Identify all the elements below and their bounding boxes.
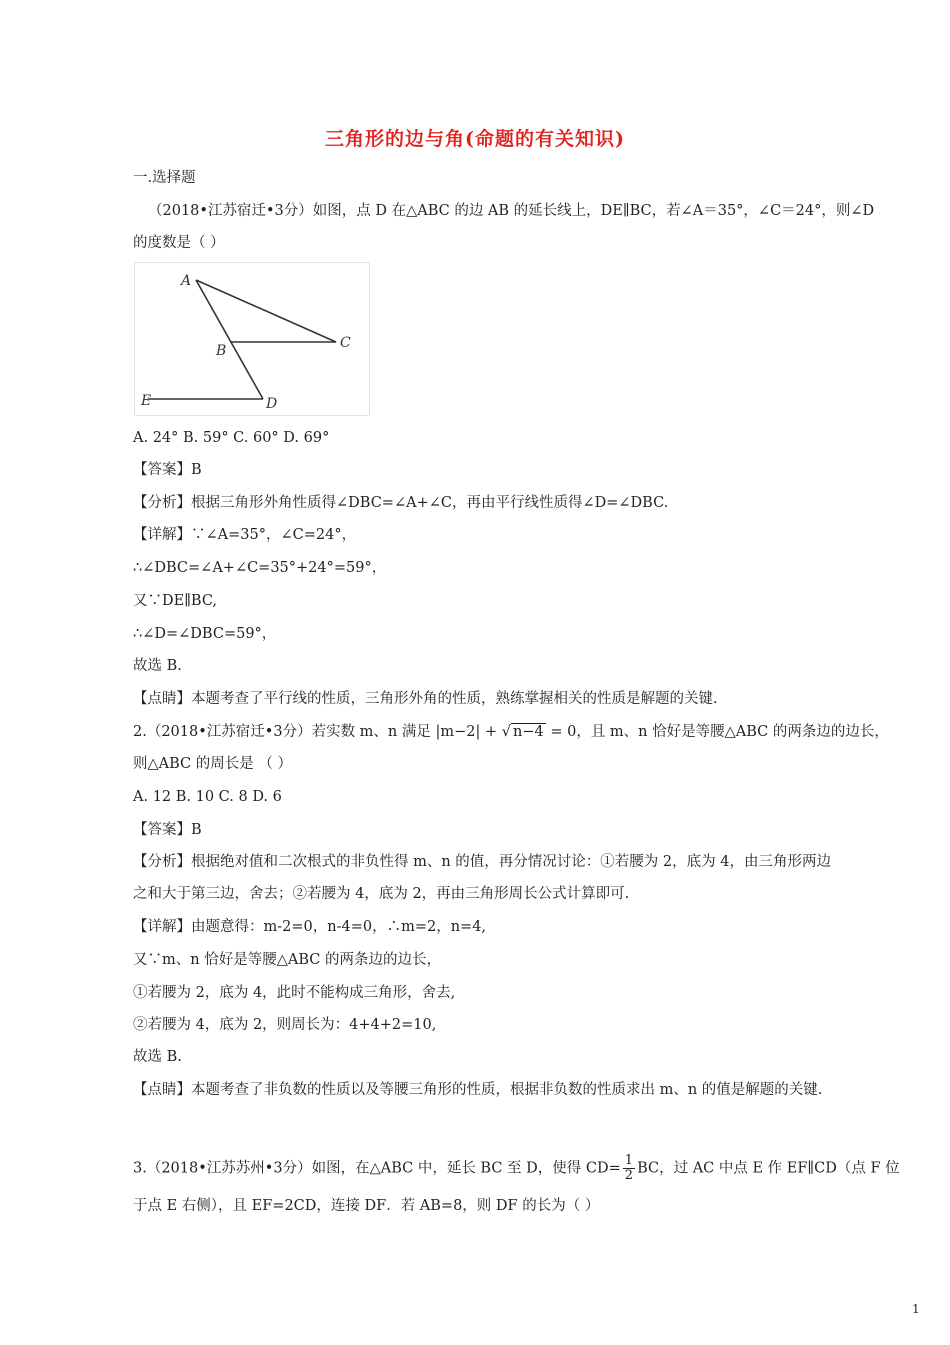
q2-stem-line1 bbox=[133, 722, 889, 742]
q3-stem-post: BC，过 AC 中点 E 作 EF∥CD（点 F 位 bbox=[637, 1160, 900, 1177]
q2-detail-5: 故选 B. bbox=[133, 1049, 182, 1065]
q3-stem-pre: 3.（2018•江苏苏州•3分）如图，在△ABC 中，延长 BC 至 D，使得 CD= bbox=[133, 1160, 621, 1177]
q1-answer: 【答案】B bbox=[133, 462, 202, 478]
q2-analysis-line1: 【分析】根据绝对值和二次根式的非负性得 m、n 的值，再分情况讨论：①若腰为 2，底为 4，由三角形两边 bbox=[133, 854, 831, 870]
label-e: E bbox=[141, 393, 152, 409]
q2-stem-post: ，且 m、n 恰好是等腰△ABC 的两条边的边长， bbox=[576, 724, 889, 740]
page-title: 三角形的边与角(命题的有关知识) bbox=[325, 128, 625, 150]
q3-fraction bbox=[623, 1154, 635, 1183]
q1-stem-line1: （2018•江苏宿迁•3分）如图，点 D 在△ABC 的边 AB 的延长线上，DE∥BC，若∠A＝35°，∠C＝24°，则∠D bbox=[148, 203, 875, 219]
q1-detail-3: 又∵DE∥BC, bbox=[133, 593, 218, 609]
segment-ac bbox=[196, 280, 336, 342]
q1-options: A. 24° B. 59° C. 60° D. 69° bbox=[133, 430, 330, 446]
q2-sqrt-sign: √ bbox=[501, 724, 512, 740]
q2-answer: 【答案】B bbox=[133, 822, 202, 838]
q1-detail-2: ∴∠DBC=∠A+∠C=35°+24°=59°， bbox=[133, 560, 387, 576]
q3-stem-line1 bbox=[133, 1154, 900, 1183]
q2-detail-3: ①若腰为 2，底为 4，此时不能构成三角形，舍去, bbox=[133, 985, 456, 1001]
q2-abs-expr: |m−2| bbox=[435, 724, 481, 740]
q2-options: A. 12 B. 10 C. 8 D. 6 bbox=[133, 789, 282, 805]
q3-frac-num: 1 bbox=[624, 1153, 634, 1168]
q1-detail-1: 【详解】∵∠A=35°，∠C=24°， bbox=[133, 527, 357, 543]
q2-stem-pre: 2.（2018•江苏宿迁•3分）若实数 m、n 满足 bbox=[133, 724, 436, 740]
q1-stem-line2: 的度数是（ ） bbox=[133, 235, 225, 251]
q1-comment: 【点睛】本题考查了平行线的性质，三角形外角的性质，熟练掌握相关的性质是解题的关键. bbox=[133, 691, 718, 707]
q3-stem-line2: 于点 E 右侧），且 EF=2CD，连接 DF．若 AB=8，则 DF 的长为（ ） bbox=[133, 1198, 600, 1214]
q2-comment: 【点睛】本题考查了非负数的性质以及等腰三角形的性质，根据非负数的性质求出 m、n 的值是解题的关键. bbox=[133, 1082, 823, 1098]
label-b: B bbox=[216, 343, 227, 359]
q2-detail-1: 【详解】由题意得：m-2=0，n-4=0，∴m=2，n=4, bbox=[133, 919, 487, 935]
q1-figure bbox=[134, 262, 370, 416]
q2-sqrt-expr: n−4 bbox=[513, 724, 544, 740]
q2-detail-2: 又∵m、n 恰好是等腰△ABC 的两条边的边长， bbox=[133, 952, 441, 968]
q2-stem-line2: 则△ABC 的周长是 （ ） bbox=[133, 756, 292, 772]
page-number: 1 bbox=[912, 1302, 920, 1316]
q1-detail-5: 故选 B. bbox=[133, 658, 182, 674]
q2-plus: + bbox=[480, 724, 502, 740]
q2-eq-zero: = 0 bbox=[545, 724, 577, 740]
label-a: A bbox=[181, 273, 192, 289]
segment-ad bbox=[196, 280, 263, 399]
q1-analysis: 【分析】根据三角形外角性质得∠DBC=∠A+∠C，再由平行线性质得∠D=∠DBC. bbox=[133, 495, 669, 511]
q2-detail-4: ②若腰为 4，底为 2，则周长为：4+4+2=10, bbox=[133, 1017, 437, 1033]
q2-analysis-line2: 之和大于第三边，舍去；②若腰为 4，底为 2，再由三角形周长公式计算即可. bbox=[133, 886, 630, 902]
label-c: C bbox=[340, 335, 351, 351]
label-d: D bbox=[266, 396, 278, 412]
q1-detail-4: ∴∠D=∠DBC=59°， bbox=[133, 626, 277, 642]
q3-frac-den: 2 bbox=[624, 1168, 634, 1183]
section-heading: 一.选择题 bbox=[133, 170, 196, 186]
